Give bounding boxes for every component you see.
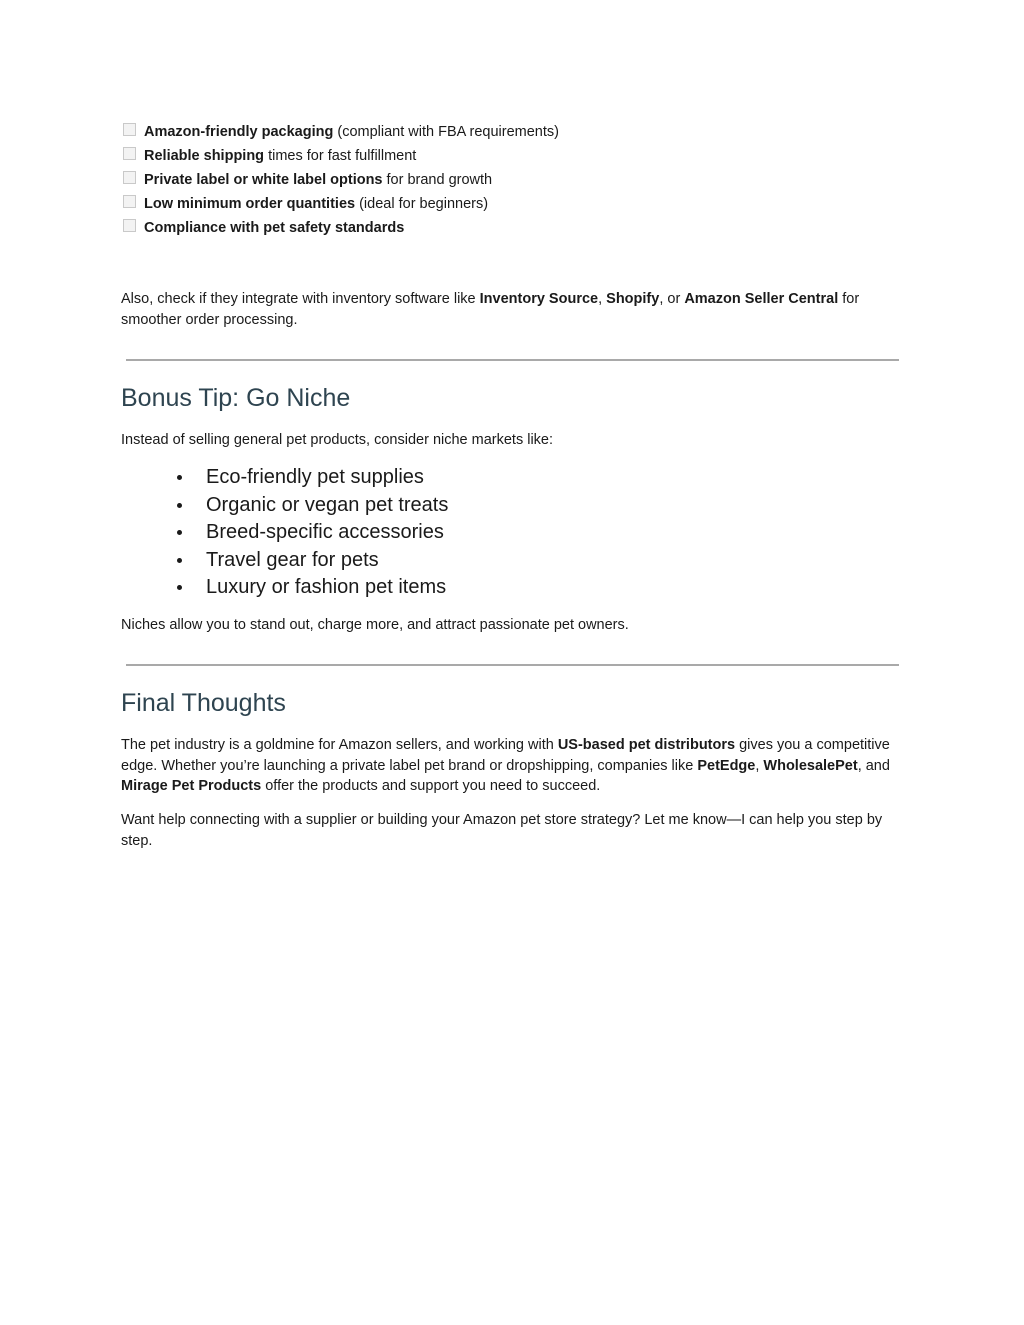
- text-run: The pet industry is a goldmine for Amazon sellers, and working with: [121, 737, 558, 753]
- list-item: [121, 492, 821, 520]
- section-divider: [126, 359, 899, 361]
- text-run: gives you a competitive edge. Whether you’re launching a private label pet brand or dropshipping, companies like: [121, 737, 890, 774]
- list-item-label: Eco-friendly pet supplies: [206, 466, 424, 489]
- checkbox-icon: [123, 219, 136, 232]
- checklist-bold: Amazon-friendly packaging: [144, 124, 334, 140]
- text-run: Also, check if they integrate with inventory software like: [121, 291, 480, 307]
- text-run: , and: [857, 757, 890, 774]
- text-run: offer the products and support you need to succeed.: [261, 778, 601, 794]
- checklist-item: [121, 193, 899, 217]
- checklist-item: [121, 121, 899, 145]
- checklist-text: [144, 217, 404, 239]
- bold-wholesalepet: WholesalePet: [763, 757, 858, 774]
- checklist-rest: (ideal for beginners): [355, 196, 489, 212]
- bullet-icon: [177, 530, 182, 535]
- bold-petedge: PetEdge: [697, 757, 756, 774]
- bullet-icon: [177, 475, 182, 480]
- checklist-item: [121, 145, 899, 169]
- bold-inventory-source: Inventory Source: [479, 291, 599, 307]
- list-item: [121, 547, 821, 575]
- bold-mirage-pet-products: Mirage Pet Products: [121, 778, 262, 794]
- checklist-item: [121, 217, 899, 241]
- checkbox-icon: [123, 147, 136, 160]
- bullet-icon: [177, 503, 182, 508]
- bullet-icon: [177, 558, 182, 563]
- checklist-bold: Private label or white label options: [144, 172, 383, 188]
- integration-paragraph: [121, 289, 899, 330]
- bold-us-distributors: US-based pet distributors: [557, 737, 736, 753]
- text-run: , or: [659, 291, 685, 307]
- text-run: ,: [598, 291, 607, 307]
- checklist-rest: times for fast fulfillment: [264, 148, 417, 164]
- list-item-label: Travel gear for pets: [206, 548, 379, 571]
- bold-amazon-seller-central: Amazon Seller Central: [684, 291, 839, 307]
- niche-list: [121, 464, 821, 602]
- checklist-text: [144, 169, 492, 191]
- list-item: [121, 519, 821, 547]
- checklist-rest: (compliant with FBA requirements): [333, 124, 559, 140]
- list-item: [121, 464, 821, 492]
- checklist-rest: for brand growth: [382, 172, 493, 188]
- checkbox-icon: [123, 195, 136, 208]
- bonus-heading: Bonus Tip: Go Niche: [121, 384, 351, 412]
- checklist-bold: Compliance with pet safety standards: [144, 220, 405, 236]
- checkbox-icon: [123, 123, 136, 136]
- list-item-label: Organic or vegan pet treats: [206, 493, 449, 516]
- list-item-label: Luxury or fashion pet items: [206, 576, 447, 599]
- bold-shopify: Shopify: [606, 291, 660, 307]
- bullet-icon: [177, 585, 182, 590]
- section-divider: [126, 664, 899, 666]
- checklist-text: [144, 121, 559, 143]
- checklist-bold: Low minimum order quantities: [144, 196, 356, 212]
- checkbox-icon: [123, 171, 136, 184]
- final-paragraph: [121, 735, 899, 797]
- list-item-label: Breed-specific accessories: [206, 521, 444, 544]
- text-run: for smoother order processing.: [121, 291, 860, 328]
- supplier-checklist: [121, 121, 899, 241]
- checklist-bold: Reliable shipping: [144, 148, 265, 164]
- checklist-text: [144, 145, 416, 167]
- checklist-item: [121, 169, 899, 193]
- bonus-outro: Niches allow you to stand out, charge more, and attract passionate pet owners.: [121, 617, 629, 633]
- checklist-text: [144, 193, 488, 215]
- text-run: ,: [755, 757, 764, 774]
- final-heading: Final Thoughts: [121, 689, 286, 717]
- closing-paragraph: Want help connecting with a supplier or building your Amazon pet store strategy? Let me know—I can help you step by step.: [121, 812, 883, 849]
- list-item: [121, 574, 821, 602]
- bonus-intro: Instead of selling general pet products, consider niche markets like:: [121, 432, 554, 448]
